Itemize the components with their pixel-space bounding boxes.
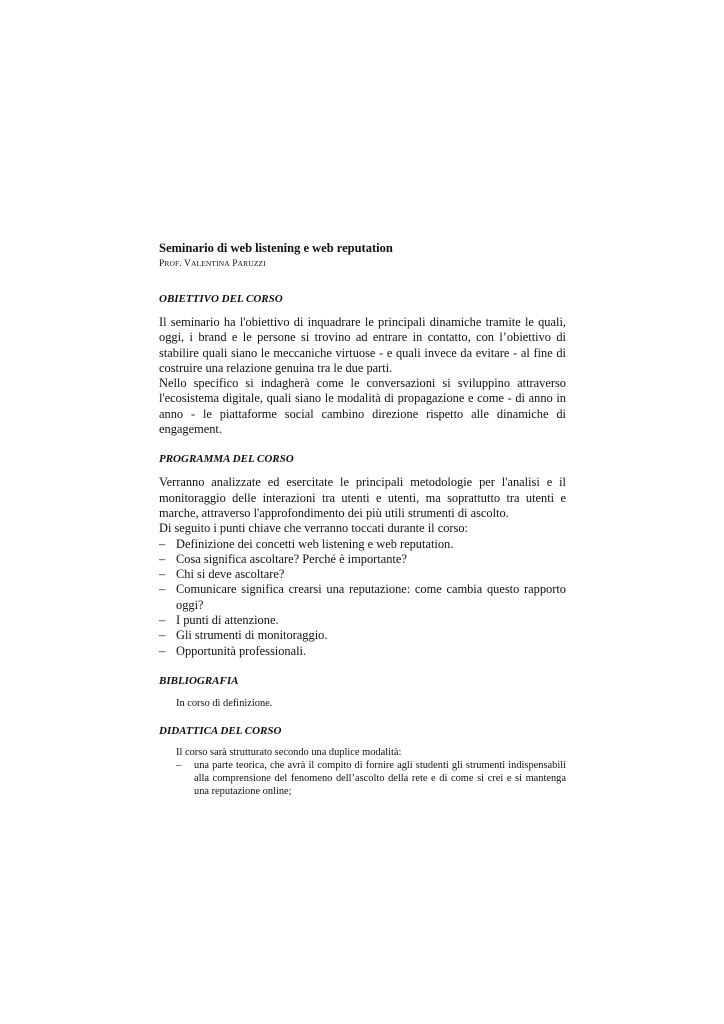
list-item-text: Gli strumenti di monitoraggio. — [176, 628, 328, 643]
list-item — [159, 567, 566, 582]
dash-bullet: – — [176, 759, 182, 771]
obiettivo-paragraph-1: Il seminario ha l'obiettivo di inquadrare le principali dinamiche tramite le quali, oggi, i brand e le persone si trovino ad entrare in contatto, con l’obiettivo di stabilire quali siano le meccaniche virtuose - e quali invece da evitare - al fine di costruire una relazione genuina tra le due parti. — [159, 315, 566, 375]
section-heading-programma: PROGRAMMA DEL CORSO — [159, 453, 294, 466]
dash-bullet: – — [159, 628, 166, 643]
list-item — [159, 644, 566, 659]
programma-lead: Di seguito i punti chiave che verranno toccati durante il corso: — [159, 521, 468, 536]
list-item — [159, 537, 566, 552]
dash-bullet: – — [159, 582, 166, 597]
bibliografia-text: In corso di definizione. — [176, 697, 273, 709]
document-page — [159, 240, 566, 798]
section-heading-obiettivo: OBIETTIVO DEL CORSO — [159, 293, 283, 305]
list-item-text: Comunicare significa crearsi una reputazione: come cambia questo rapporto oggi? — [176, 582, 566, 612]
obiettivo-paragraph-2: Nello specifico si indagherà come le conversazioni si sviluppino attraverso l'ecosistema digitale, quali siano le modalità di propagazione e come - di anno in anno - le piattaforme social cambino direzione rispetto alle dinamiche di engagement. — [159, 376, 566, 437]
dash-bullet: – — [159, 551, 166, 566]
list-item-text: una parte teorica, che avrà il compito di fornire agli studenti gli strumenti indispensabili alla comprensione del fenomeno dell’ascolto della rete e di come si crei e si mantenga una reputazione online; — [194, 759, 566, 797]
section-heading-didattica: DIDATTICA DEL CORSO — [159, 724, 282, 737]
dash-bullet: – — [159, 536, 166, 551]
programma-list — [159, 537, 566, 659]
list-item — [159, 613, 566, 628]
author-name: PROF. VALENTINA PARUZZI — [159, 259, 266, 269]
didattica-intro: Il corso sarà strutturato secondo una duplice modalità: — [176, 746, 402, 758]
dash-bullet: – — [159, 613, 166, 628]
list-item-text: Definizione dei concetti web listening e web reputation. — [176, 536, 454, 551]
document-title: Seminario di web listening e web reputation — [159, 241, 393, 255]
dash-bullet: – — [159, 643, 166, 658]
dash-bullet: – — [159, 567, 166, 582]
list-item — [159, 628, 566, 643]
section-heading-bibliografia: BIBLIOGRAFIA — [159, 674, 239, 687]
list-item-text: Chi si deve ascoltare? — [176, 567, 285, 582]
list-item-text: Cosa significa ascoltare? Perché è importante? — [176, 551, 407, 566]
list-item — [159, 582, 566, 613]
list-item — [159, 759, 566, 798]
list-item-text: I punti di attenzione. — [176, 613, 279, 628]
programma-intro: Verranno analizzate ed esercitate le principali metodologie per l'analisi e il monitoraggio delle interazioni tra utenti e utenti, ma soprattutto tra utenti e marche, attraverso l'approfondimento dei più utili strumenti di ascolto. — [159, 475, 566, 520]
list-item — [159, 552, 566, 567]
list-item-text: Opportunità professionali. — [176, 643, 307, 658]
didattica-list — [159, 759, 566, 798]
